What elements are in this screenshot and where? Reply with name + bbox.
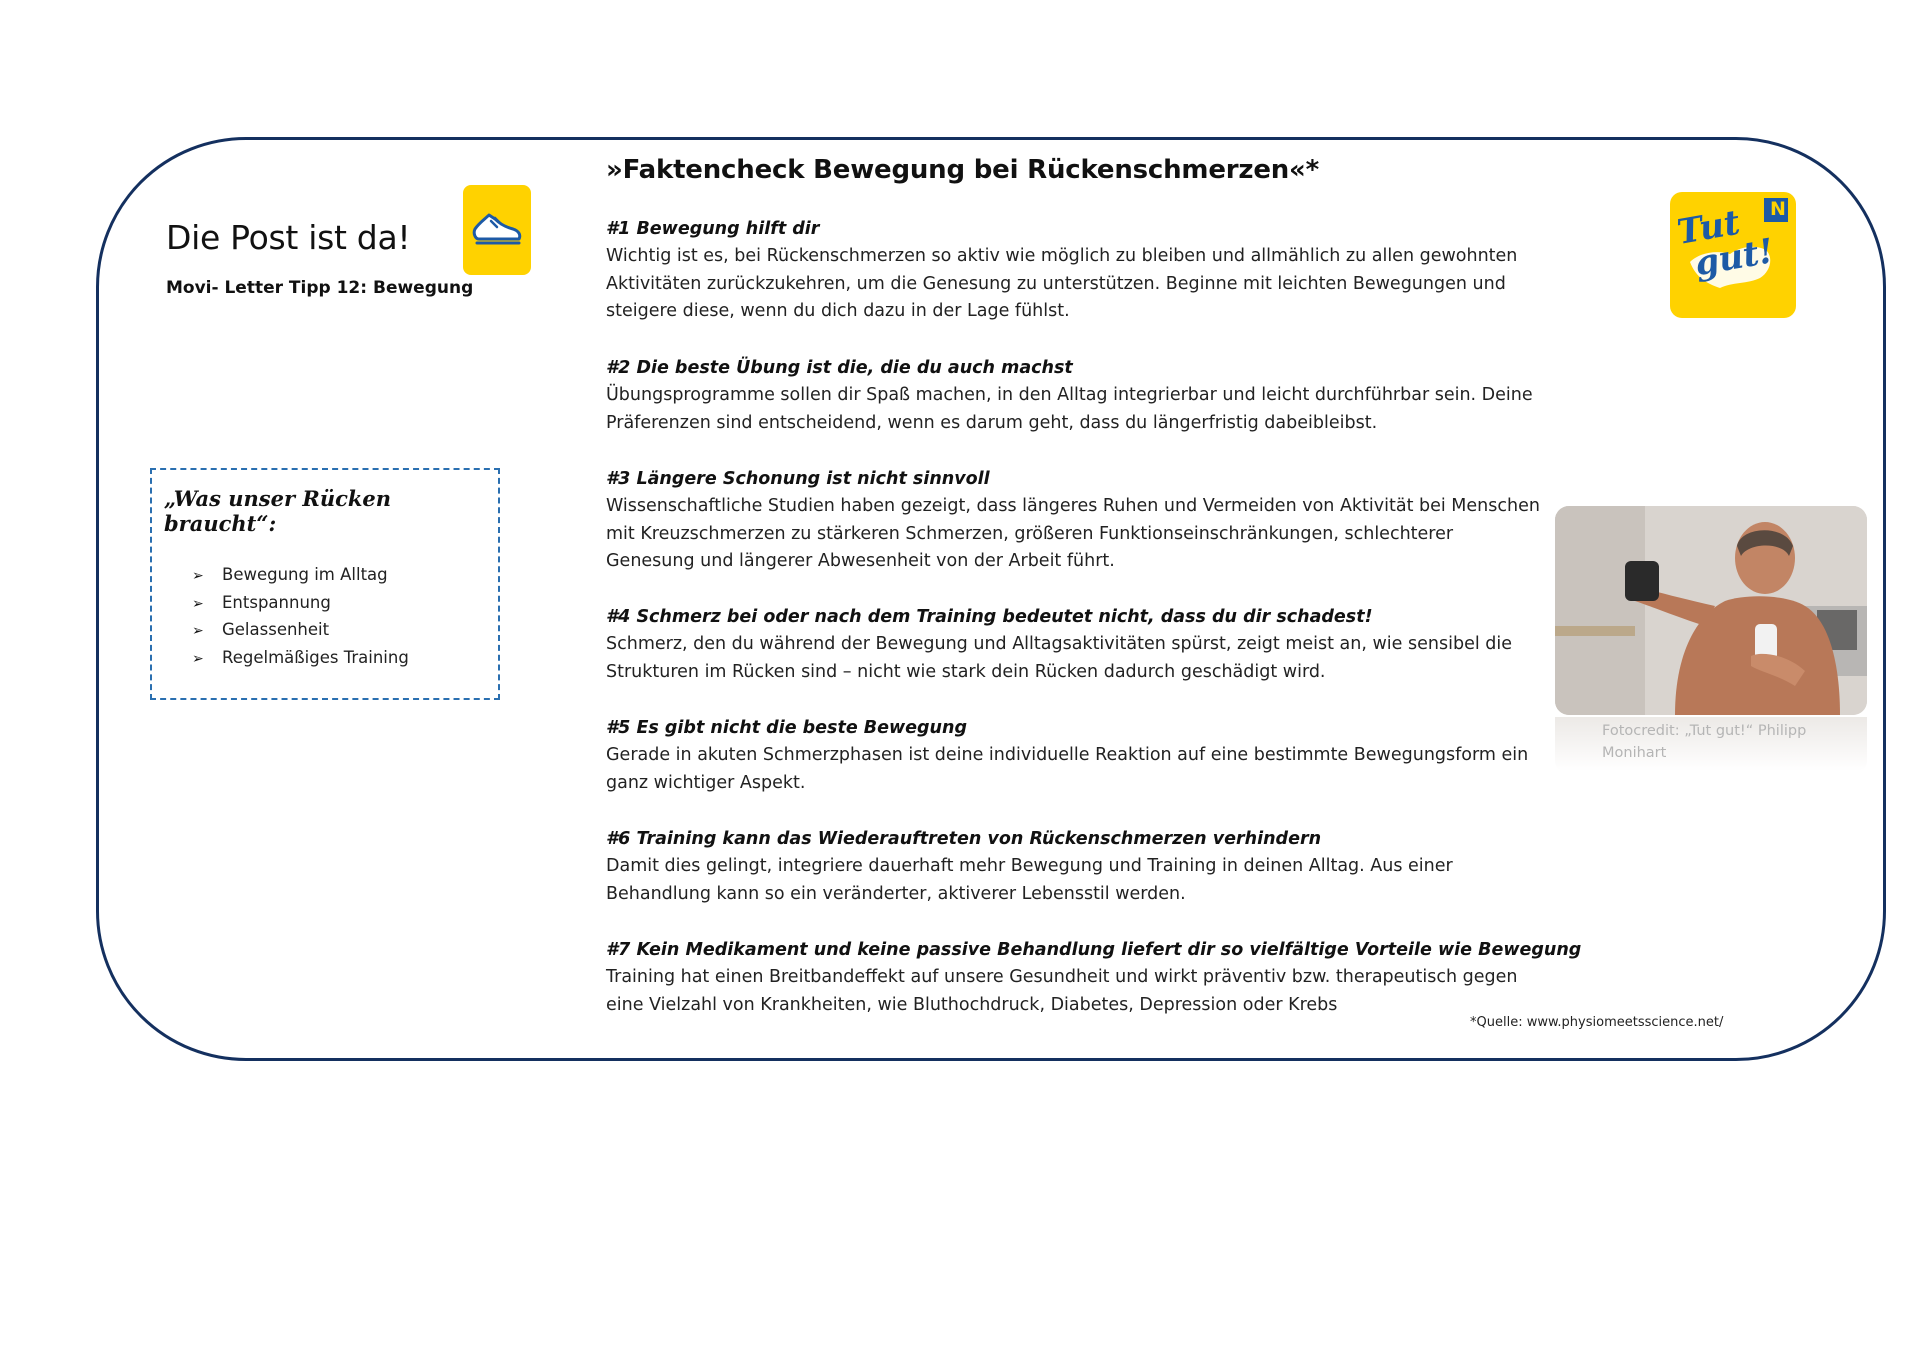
photo-illustration: [1555, 506, 1867, 715]
fact-text: Wissenschaftliche Studien haben gezeigt, dass längeres Ruhen und Vermeiden von Aktivität bei Menschen mit Kreuzschmerzen zu stärkeren Schmerzen, größeren Funktionseinschränkungen, schlechterer Genesung und längerer Abwesenheit von der Arbeit führt.: [606, 496, 1540, 572]
fact-heading: #6 Training kann das Wiederauftreten von Rückenschmerzen verhindern: [606, 829, 1322, 849]
n-badge-letter: N: [1770, 198, 1786, 220]
fact-text: Schmerz, den du während der Bewegung und Alltagsaktivitäten spürst, zeigt meist an, wie sensibel die Strukturen im Rücken sind – nicht wie stark dein Rücken dadurch geschädigt wird.: [606, 634, 1512, 682]
running-shoe-badge: [463, 185, 531, 275]
arrow-bullet-icon: ➢: [192, 623, 204, 639]
fact-text: Gerade in akuten Schmerzphasen ist deine individuelle Reaktion auf eine bestimmte Bewegungsform ein ganz wichtiger Aspekt.: [606, 745, 1529, 793]
list-item: ➢ Entspannung: [192, 590, 409, 618]
running-shoe-icon: [469, 205, 525, 255]
fact-2: [606, 355, 1546, 437]
fact-heading: #3 Längere Schonung ist nicht sinnvoll: [606, 469, 990, 489]
fact-text: Übungsprogramme sollen dir Spaß machen, in den Alltag integrierbar und leicht durchführbar sein. Deine Präferenzen sind entscheidend, wenn es darum geht, dass du längerfristig dabeibleibst.: [606, 385, 1533, 433]
fact-3: [606, 466, 1546, 576]
fact-7: [606, 937, 1582, 1019]
fact-6: [606, 826, 1546, 908]
tip-list: [192, 562, 409, 672]
fact-heading: #4 Schmerz bei oder nach dem Training bedeutet nicht, dass du dir schadest!: [606, 607, 1373, 627]
page-title: Die Post ist da!: [166, 218, 411, 257]
fact-heading: #2 Die beste Übung ist die, die du auch machst: [606, 358, 1073, 378]
list-item: ➢ Regelmäßiges Training: [192, 645, 409, 673]
fact-text: Training hat einen Breitbandeffekt auf unsere Gesundheit und wirkt präventiv bzw. therapeutisch gegen eine Vielzahl von Krankheiten, wie Bluthochdruck, Diabetes, Depression oder Krebs: [606, 967, 1518, 1015]
fact-1: [606, 216, 1546, 326]
photo-credit: Fotocredit: „Tut gut!“ Philipp Monihart: [1602, 723, 1807, 761]
tip-box-title: „Was unser Rücken braucht“:: [164, 486, 392, 536]
main-title: »Faktencheck Bewegung bei Rückenschmerzen«*: [606, 155, 1320, 185]
fact-5: [606, 715, 1546, 797]
fact-text: Wichtig ist es, bei Rückenschmerzen so aktiv wie möglich zu bleiben und allmählich zu allen gewohnten Aktivitäten zurückzukehren, um die Genesung zu unterstützen. Beginne mit leichten Bewegungen und steigere diese, wenn du dich dazu in der Lage fühlst.: [606, 246, 1518, 322]
fact-heading: #1 Bewegung hilft dir: [606, 219, 820, 239]
arrow-bullet-icon: ➢: [192, 568, 204, 584]
fact-4: [606, 604, 1546, 686]
tip-box: [150, 468, 500, 700]
page-subtitle: Movi- Letter Tipp 12: Bewegung: [166, 278, 474, 298]
back-exercise-photo: [1555, 506, 1867, 715]
arrow-bullet-icon: ➢: [192, 650, 204, 667]
fact-heading: #7 Kein Medikament und keine passive Behandlung liefert dir so vielfältige Vorteile wie Bewegung: [606, 940, 1582, 960]
fact-heading: #5 Es gibt nicht die beste Bewegung: [606, 718, 968, 738]
arrow-bullet-icon: ➢: [192, 595, 204, 612]
tut-gut-logo: [1670, 192, 1796, 318]
fact-text: Damit dies gelingt, integriere dauerhaft mehr Bewegung und Training in deinen Alltag. Aus einer Behandlung kann so ein veränderter, aktiverer Lebensstil werden.: [606, 856, 1453, 904]
list-item: ➢ Bewegung im Alltag: [192, 562, 409, 590]
tut-gut-wordmark: Tut gut!: [1674, 202, 1777, 287]
source-note: *Quelle: www.physiomeetsscience.net/: [1470, 1015, 1724, 1030]
list-item: ➢ Gelassenheit: [192, 617, 409, 645]
